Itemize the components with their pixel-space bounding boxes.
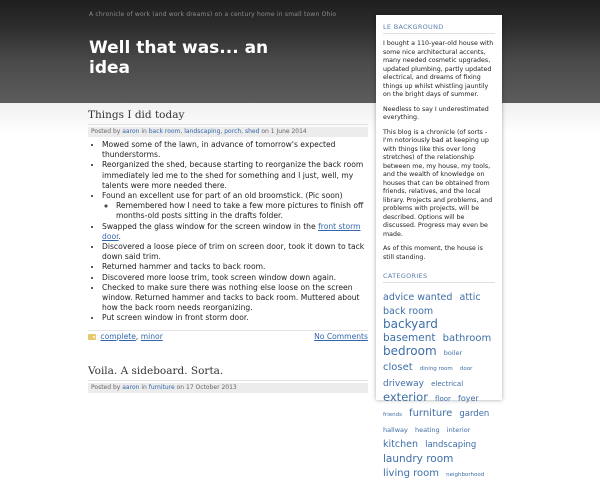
category-tag-advice-wanted[interactable]: advice wanted xyxy=(383,292,453,303)
task-list xyxy=(88,140,368,324)
category-tag-heating[interactable]: heating xyxy=(414,426,440,434)
category-tag-bathroom[interactable]: bathroom xyxy=(442,333,492,344)
list-item-text: Found an excellent use for part of an old broomstick. (Pic soon) xyxy=(102,191,343,201)
category-tag-neighborhood[interactable]: neighborhood xyxy=(446,472,485,478)
category-tag-landscaping[interactable]: landscaping xyxy=(425,440,477,450)
sidebar xyxy=(376,15,502,479)
list-item: • Reorganized the shed, because starting to reorganize the back room immediately led me to the shed for something and I just, well, my talents were more needed there. xyxy=(102,160,368,191)
site-title[interactable]: Well that was... an idea xyxy=(89,38,269,78)
category-tag-foyer[interactable]: foyer xyxy=(458,394,479,403)
list-item: • Checked to make sure there was nothing else loose on the screen window. Returned hammer and tacks to back room. Muttered about how the back room needs reorganizing. xyxy=(102,283,368,314)
post xyxy=(88,109,368,341)
posted-by-label: Posted by xyxy=(91,128,121,135)
post-footer: complete, minor No Comments xyxy=(88,330,368,341)
post xyxy=(88,365,368,393)
list-item-text: . xyxy=(118,231,121,241)
category-tag-door[interactable]: door xyxy=(459,366,473,372)
category-tag-dining-room[interactable]: dining room xyxy=(419,366,453,372)
list-item: • Returned hammer and tacks to back room. xyxy=(102,262,368,272)
list-item: • Put screen window in front storm door. xyxy=(102,313,368,323)
category-tag-living-room[interactable]: living room xyxy=(383,468,439,479)
category-link-porch[interactable]: porch xyxy=(224,128,242,135)
posted-by-label: Posted by xyxy=(91,384,121,391)
background-widget-title: LE BACKGROUND xyxy=(383,23,495,34)
list-item xyxy=(102,191,368,222)
list-item: • Discovered more loose trim, took screen window down again. xyxy=(102,273,368,283)
category-link-back-room[interactable]: back room xyxy=(148,128,181,135)
category-tag-back-room[interactable]: back room xyxy=(383,306,434,317)
comments-link[interactable]: No Comments xyxy=(314,331,368,341)
categories-widget-title: CATEGORIES xyxy=(383,272,495,283)
in-label: in xyxy=(141,128,147,135)
tag-link-minor[interactable]: minor xyxy=(140,331,163,341)
category-tag-boiler[interactable]: boiler xyxy=(443,349,463,357)
site-tagline: A chronicle of work (and work dreams) on a century home in small town Ohio xyxy=(89,11,337,18)
post-title[interactable]: Voila. A sideboard. Sorta. xyxy=(88,365,368,381)
category-tag-electrical[interactable]: electrical xyxy=(431,380,464,388)
on-label: on xyxy=(176,384,185,391)
in-label: in xyxy=(141,384,147,391)
category-tag-furniture[interactable]: furniture xyxy=(409,408,453,419)
category-tag-garden[interactable]: garden xyxy=(459,409,490,419)
post-meta: Posted by aaron in back room, landscaping, porch, shed on 1 June 2014 xyxy=(88,127,368,137)
list-item: ◦ Remembered how I need to take a few more pictures to finish off months-old posts sitting in the drafts folder. xyxy=(116,201,368,221)
category-tag-attic[interactable]: attic xyxy=(459,292,481,303)
category-link-furniture[interactable]: furniture xyxy=(148,384,175,391)
category-tag-kitchen[interactable]: kitchen xyxy=(383,439,418,450)
about-paragraph: Needless to say I underestimated everything. xyxy=(383,105,489,121)
author-link[interactable]: aaron xyxy=(122,384,140,391)
category-tag-closet[interactable]: closet xyxy=(383,362,413,373)
about-paragraph: As of this moment, the house is still standing. xyxy=(383,245,483,261)
front-storm-door-link[interactable]: front storm door xyxy=(102,221,361,241)
category-link-shed[interactable]: shed xyxy=(245,128,260,135)
category-tag-exterior[interactable]: exterior xyxy=(383,390,428,404)
about-paragraph: This blog is a chronicle (of sorts - I'm notoriously bad at keeping up with things like this over long stretches) of the relationship between me, my house, my tools, and the wealth of knowledge on houses that can be obtained from friends, relatives, and the local library. Projects and problems, and problems with projects, will be described. Options will be discussed. Progress may even be made. xyxy=(383,128,493,238)
post-date: 17 October 2013 xyxy=(186,384,237,391)
list-item: • Mowed some of the lawn, in advance of tomorrow's expected thunderstorms. xyxy=(102,140,368,160)
category-tag-basement[interactable]: basement xyxy=(383,332,436,344)
post-title[interactable]: Things I did today xyxy=(88,109,368,125)
about-text xyxy=(383,40,495,262)
tag-icon xyxy=(88,334,96,340)
category-tag-driveway[interactable]: driveway xyxy=(383,379,424,389)
site-header xyxy=(0,0,600,103)
category-tag-bedroom[interactable]: bedroom xyxy=(383,344,437,358)
category-tag-interior[interactable]: interior xyxy=(446,426,471,434)
category-tag-backyard[interactable]: backyard xyxy=(383,317,438,331)
category-tag-friends[interactable]: friends xyxy=(383,412,402,418)
list-item: • Discovered a loose piece of trim on screen door, took it down to tack down said trim. xyxy=(102,242,368,262)
tag-link-complete[interactable]: complete xyxy=(100,331,136,341)
category-tag-hallway[interactable]: hallway xyxy=(383,426,408,434)
category-link-landscaping[interactable]: landscaping xyxy=(184,128,221,135)
author-link[interactable]: aaron xyxy=(122,128,140,135)
list-item-text: Swapped the glass window for the screen window in the xyxy=(102,221,316,231)
list-item xyxy=(102,222,368,242)
about-paragraph: I bought a 110-year-old house with some nice architectural accents, many needed cosmetic upgrades, updated plumbing, partly updated electrical, and dreams of fixing things up whilst whistling jauntily on the bright days of summer. xyxy=(383,40,494,98)
category-tag-floor[interactable]: floor xyxy=(435,395,451,403)
category-tag-cloud xyxy=(383,289,495,481)
post-meta xyxy=(88,383,368,393)
on-label: on xyxy=(261,128,269,135)
category-tag-laundry-room[interactable]: laundry room xyxy=(383,453,454,465)
post-date: 1 June 2014 xyxy=(270,128,307,135)
